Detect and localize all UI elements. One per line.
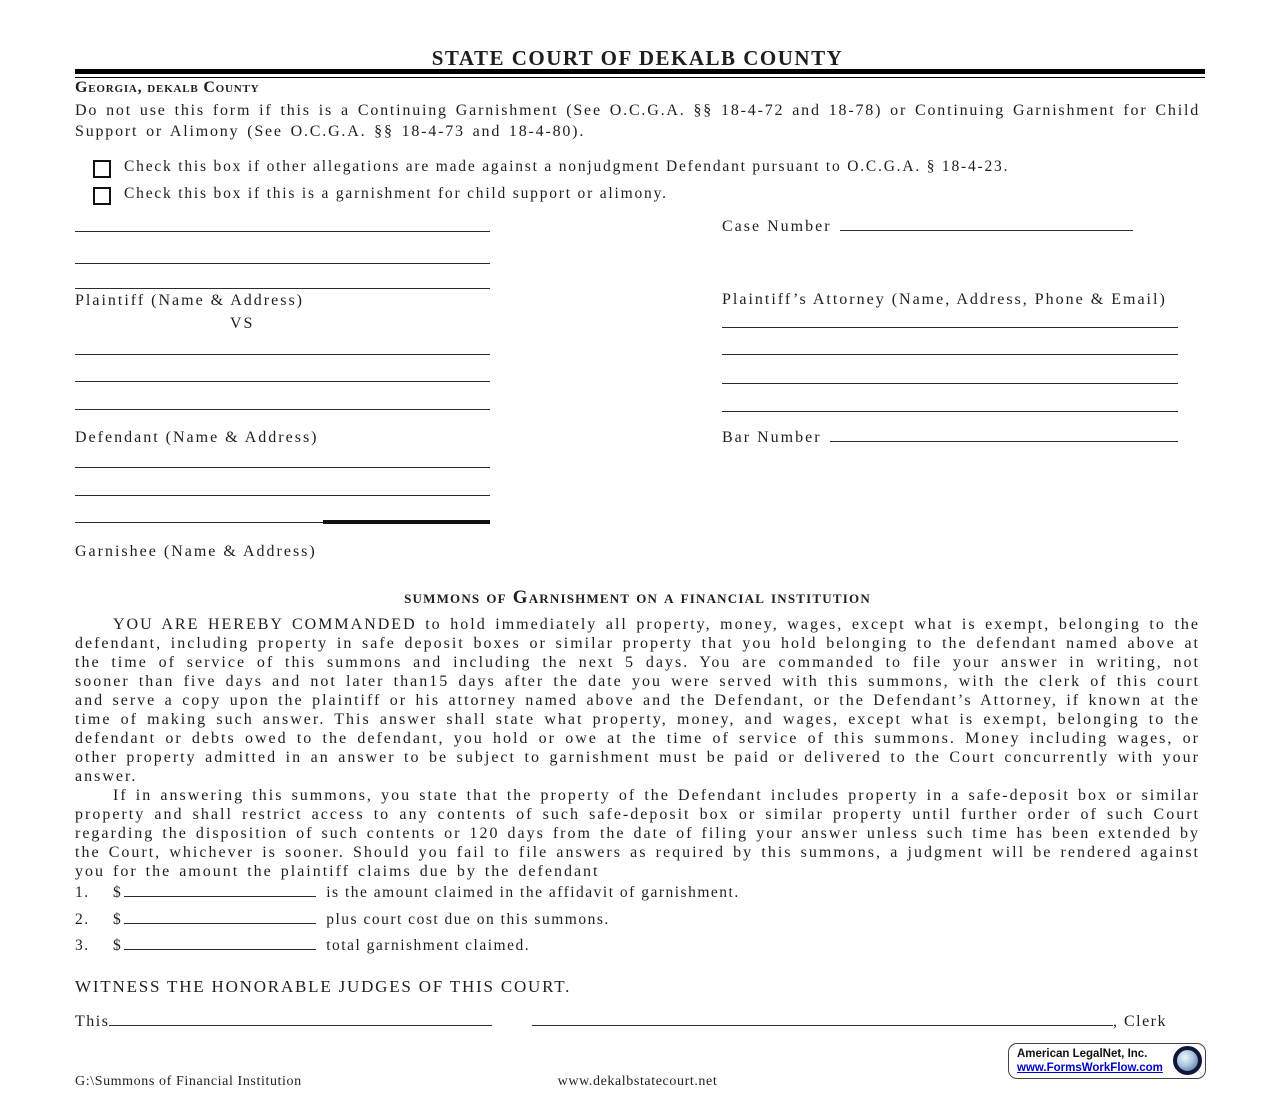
date-clerk-row <box>75 1013 1167 1031</box>
globe-icon <box>1173 1046 1202 1075</box>
file-path-footer: G:\Summons of Financial Institution <box>75 1074 302 1089</box>
plaintiff-line-3[interactable] <box>75 288 490 289</box>
checkbox-row-child-support <box>93 185 1203 205</box>
amount-3-currency: $ <box>113 937 123 954</box>
garnishee-line-3[interactable] <box>75 522 325 523</box>
garnishee-line-3-thick <box>323 520 490 524</box>
amount-1-number: 1. <box>75 884 90 901</box>
attorney-line-3[interactable] <box>722 383 1178 384</box>
garnishee-line-1[interactable] <box>75 467 490 468</box>
this-label: This <box>75 1013 110 1030</box>
witness-statement: WITNESS THE HONORABLE JUDGES OF THIS COURT. <box>75 977 572 996</box>
plaintiff-label: Plaintiff (Name & Address) <box>75 292 305 309</box>
party-fields-section <box>75 215 1200 570</box>
amount-1-field[interactable] <box>124 884 316 897</box>
amount-3-number: 3. <box>75 937 90 954</box>
amount-1-currency: $ <box>113 884 123 901</box>
form-warning-text: Do not use this form if this is a Continuing Garnishment (See O.C.G.A. §§ 18-4-72 and 18-78) or Continuing Garnishment for Child Support or Alimony (See O.C.G.A. §§ 18-4-73 and 18-4-80). <box>75 102 1200 140</box>
summons-heading: summons of Garnishment on a financial institution <box>404 587 871 608</box>
summons-paragraph-2: If in answering this summons, you state that the property of the Defendant includes property in a safe-deposit box or similar property and shall restrict access to any contents of such safe-deposit box or similar property until further order of such Court regarding the disposition of such contents or 120 days from the date of filing your answer unless such time has been extended by the Court, whichever is sooner. Should you fail to file answers as required by this summons, a judgment will be rendered against you for the amount the plaintiff claims due by the defendant <box>75 787 1200 880</box>
clerk-signature-field[interactable] <box>532 1013 1113 1026</box>
attorney-line-1[interactable] <box>722 327 1178 328</box>
plaintiff-line-1[interactable] <box>75 231 490 232</box>
amount-row-1 <box>75 884 1200 911</box>
formsworkflow-link[interactable]: www.FormsWorkFlow.com <box>1017 1062 1163 1074</box>
court-website-footer: www.dekalbstatecourt.net <box>557 1074 718 1089</box>
amount-1-text: is the amount claimed in the affidavit of garnishment. <box>326 884 740 901</box>
garnishee-label: Garnishee (Name & Address) <box>75 543 317 560</box>
nonjudgment-allegations-label: Check this box if other allegations are made against a nonjudgment Defendant pursuant to O.C.G.A. § 18-4-23. <box>124 158 1010 175</box>
clerk-label: , Clerk <box>1112 1013 1167 1030</box>
page-title: STATE COURT OF DEKALB COUNTY <box>431 46 844 70</box>
child-support-label: Check this box if this is a garnishment for child support or alimony. <box>124 185 668 202</box>
defendant-line-1[interactable] <box>75 354 490 355</box>
attorney-line-4[interactable] <box>722 411 1178 412</box>
plaintiff-attorney-label: Plaintiff’s Attorney (Name, Address, Phone & Email) <box>722 291 1167 308</box>
case-number-field[interactable] <box>840 218 1133 231</box>
amount-3-field[interactable] <box>124 937 316 950</box>
checkbox-row-nonjudgment <box>93 158 1203 178</box>
case-number-row <box>722 218 1178 236</box>
summons-body <box>75 615 1200 881</box>
county-caption: Georgia, dekalb County <box>75 79 260 96</box>
attorney-line-2[interactable] <box>722 354 1178 355</box>
amount-2-field[interactable] <box>124 911 316 924</box>
child-support-checkbox[interactable] <box>93 187 111 205</box>
amount-2-currency: $ <box>113 910 123 928</box>
garnishee-line-2[interactable] <box>75 495 490 496</box>
summons-paragraph-1: YOU ARE HEREBY COMMANDED to hold immediately all property, money, wages, except what is exempt, belonging to the defendant, including property in safe deposit boxes or similar property that you hold belonging to the defendant named above at the time of service of this summons and including the next 5 days. You are commanded to file your answer in writing, not sooner than five days and not later than15 days after the date you were served with this summons, with the clerk of this court and serve a copy upon the plaintiff or his attorney named above and the Defendant, or the Defendant’s Attorney, if known at the time of making such answer. This answer shall state what property, money, and wages, except what is exempt, belonging to the defendant or debts owed to the defendant, you hold or owe at the time of service of this summons. Money including wages, or other property admitted in an answer to be subject to garnishment must be paid or delivered to the Court concurrently with your answer. <box>75 616 1200 785</box>
defendant-line-2[interactable] <box>75 381 490 382</box>
legalnet-company-name: American LegalNet, Inc. <box>1017 1048 1148 1060</box>
bar-number-row <box>722 429 1178 447</box>
amount-list <box>75 884 1200 964</box>
legalnet-text-block <box>1017 1047 1163 1075</box>
amount-2-text: plus court cost due on this summons. <box>326 910 610 928</box>
amount-3-text: total garnishment claimed. <box>326 937 531 954</box>
defendant-label: Defendant (Name & Address) <box>75 429 319 446</box>
amount-2-number: 2. <box>75 910 90 928</box>
bar-number-label: Bar Number <box>722 429 822 446</box>
amount-row-3 <box>75 937 1200 964</box>
date-field[interactable] <box>109 1013 492 1026</box>
case-number-label: Case Number <box>722 218 832 235</box>
plaintiff-line-2[interactable] <box>75 263 490 264</box>
vs-label: VS <box>230 315 255 332</box>
header-rule <box>75 69 1205 78</box>
nonjudgment-allegations-checkbox[interactable] <box>93 160 111 178</box>
bar-number-field[interactable] <box>830 429 1178 442</box>
amount-row-2 <box>75 911 1200 938</box>
defendant-line-3[interactable] <box>75 409 490 410</box>
